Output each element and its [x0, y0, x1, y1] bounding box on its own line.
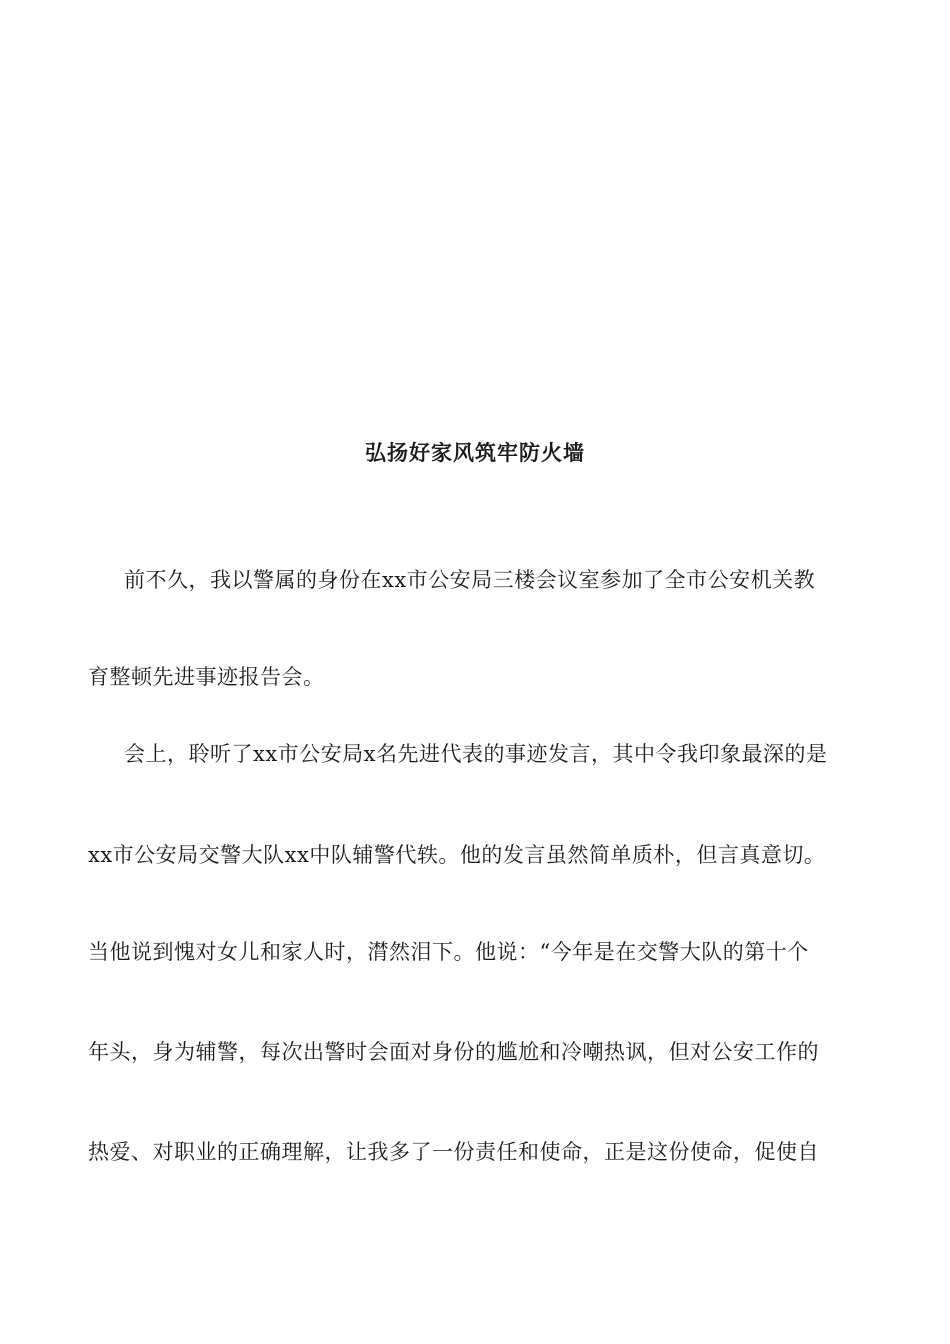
paragraph-line: 前不久，我以警属的身份在xx市公安局三楼会议室参加了全市公安机关教 [124, 568, 816, 592]
paragraph-line: 年头，身为辅警，每次出警时会面对身份的尴尬和冷嘲热讽，但对公安工作的 [88, 1040, 819, 1064]
paragraph-line: 会上，聆听了xx市公安局x名先进代表的事迹发言，其中令我印象最深的是 [124, 742, 828, 766]
paragraph-line: 热爱、对职业的正确理解，让我多了一份责任和使命，正是这份使命，促使自 [88, 1140, 819, 1164]
paragraph-line: xx市公安局交警大队xx中队辅警代轶。他的发言虽然简单质朴，但言真意切。 [88, 843, 826, 867]
paragraph-line: 当他说到愧对女儿和家人时，潸然泪下。他说：“今年是在交警大队的第十个 [88, 940, 809, 964]
paragraph-line: 育整顿先进事迹报告会。 [88, 665, 325, 689]
document-title: 弘扬好家风筑牢防火墙 [365, 440, 585, 465]
